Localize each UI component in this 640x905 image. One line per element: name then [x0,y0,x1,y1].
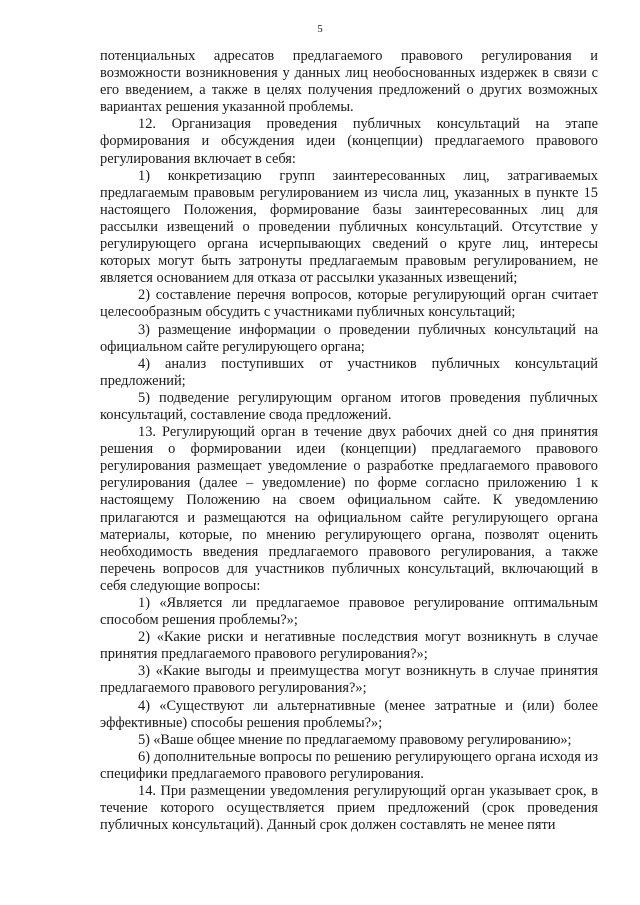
paragraph-13-question-3: 3) «Какие выгоды и преимущества могут возникнуть в случае принятия предлагаемого правового регулирования?»; [100,663,598,697]
paragraph-12-item-3: 3) размещение информации о проведении публичных консультаций на официальном сайте регулирующего органа; [100,321,598,355]
document-body [100,48,598,834]
paragraph-12: 12. Организация проведения публичных консультаций на этапе формирования и обсуждения идеи (концепции) предлагаемого правового регулирования включает в себя: [100,116,598,167]
paragraph-12-item-2: 2) составление перечня вопросов, которые регулирующий орган считает целесообразным обсудить с участниками публичных консультаций; [100,287,598,321]
paragraph-13: 13. Регулирующий орган в течение двух рабочих дней со дня принятия решения о формировании идеи (концепции) предлагаемого правового регулирования размещает уведомление о разработке предлагаемого правового регулирования (далее – уведомление) по форме согласно приложению 1 к настоящему Положению на своем официальном сайте. К уведомлению прилагаются и размещаются на официальном сайте регулирующего органа материалы, которые, по мнению регулирующего органа, позволят оценить необходимость введения предлагаемого правового регулирования, а также перечень вопросов для участников публичных консультаций, включающий в себя следующие вопросы: [100,424,598,594]
paragraph-13-question-1: 1) «Является ли предлагаемое правовое регулирование оптимальным способом решения проблемы?»; [100,595,598,629]
paragraph-12-item-5: 5) подведение регулирующим органом итогов проведения публичных консультаций, составление свода предложений. [100,389,598,423]
paragraph-13-question-2: 2) «Какие риски и негативные последствия могут возникнуть в случае принятия предлагаемого правового регулирования?»; [100,629,598,663]
paragraph-continuation: потенциальных адресатов предлагаемого правового регулирования и возможности возникновения у данных лиц необоснованных издержек в связи с его введением, а также в целях получения предложений о других возможных вариантах решения указанной проблемы. [100,48,598,116]
paragraph-12-item-1: 1) конкретизацию групп заинтересованных лиц, затрагиваемых предлагаемым правовым регулированием из числа лиц, указанных в пункте 15 настоящего Положения, формирование базы заинтересованных лиц для рассылки извещений о проведении публичных консультаций. Отсутствие у регулирующего органа исчерпывающих сведений о круге лиц, интересы которых могут быть затронуты предлагаемым правовым регулированием, не является основанием для отказа от рассылки указанных извещений; [100,167,598,287]
paragraph-14: 14. При размещении уведомления регулирующий орган указывает срок, в течение которого осуществляется прием предложений (срок проведения публичных консультаций). Данный срок должен составлять не менее пяти [100,783,598,834]
paragraph-13-item-6: 6) дополнительные вопросы по решению регулирующего органа исходя из специфики предлагаемого правового регулирования. [100,748,598,782]
paragraph-12-item-4: 4) анализ поступивших от участников публичных консультаций предложений; [100,355,598,389]
page-number: 5 [317,23,323,35]
paragraph-13-question-5: 5) «Ваше общее мнение по предлагаемому правовому регулированию»; [138,731,572,748]
paragraph-13-question-4: 4) «Существуют ли альтернативные (менее затратные и (или) более эффективные) способы решения проблемы?»; [100,697,598,731]
